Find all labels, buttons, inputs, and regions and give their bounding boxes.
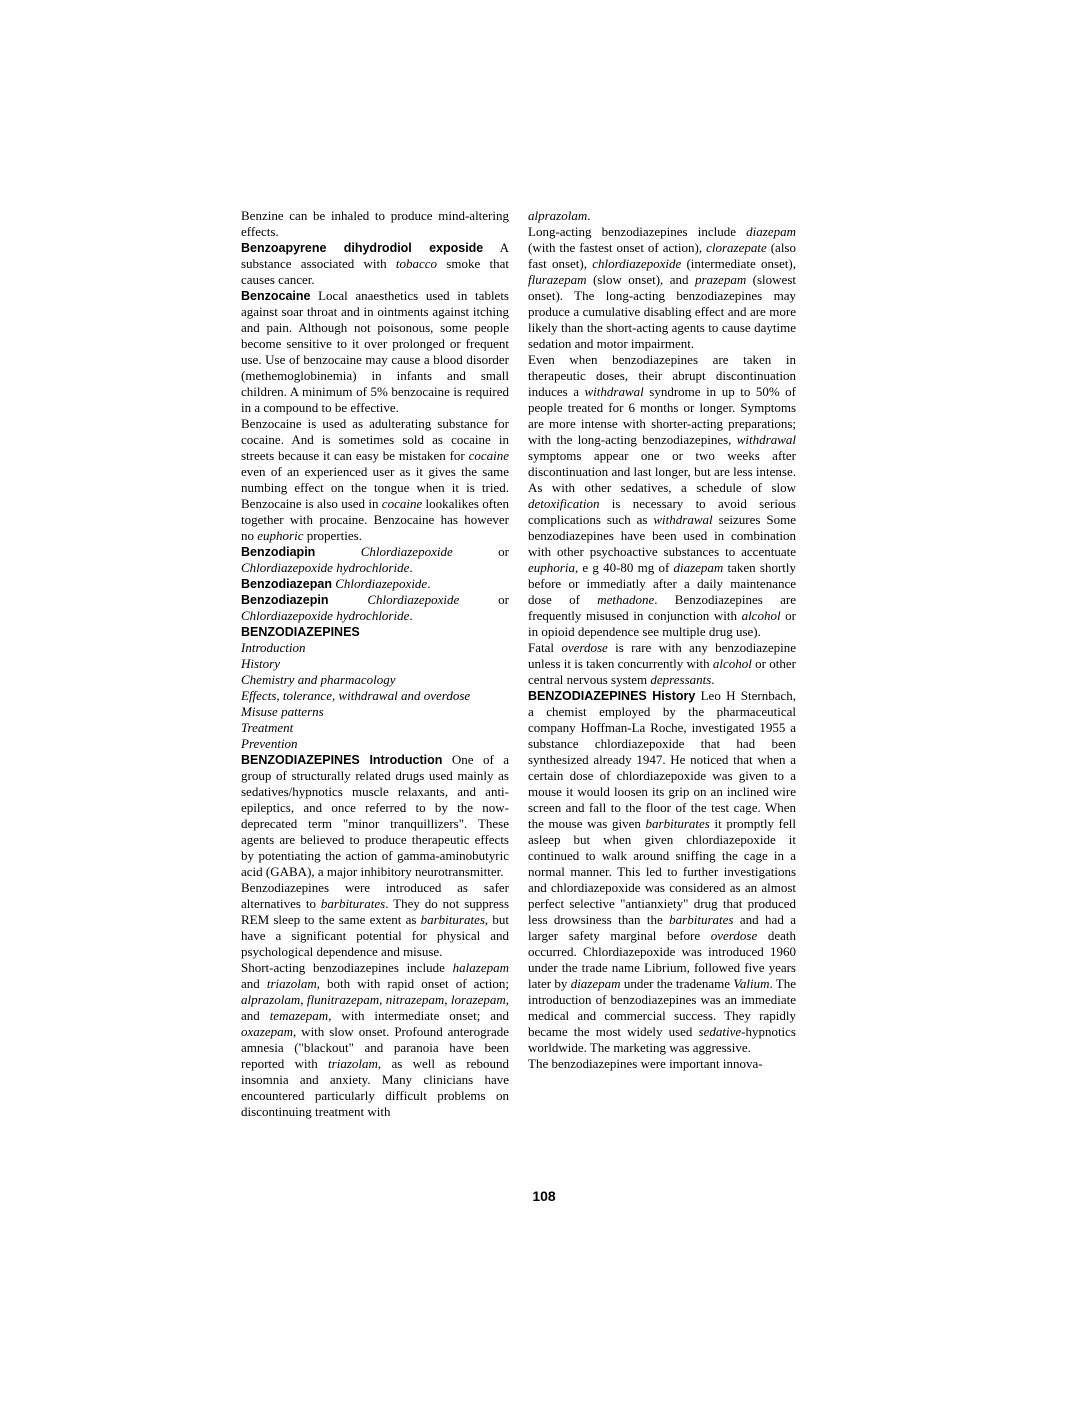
body-text: or in opioid dependence see multiple drug use).: [528, 608, 796, 639]
body-text: Even when benzodiazepines are taken in therapeutic doses, their abrupt discontinuation induces a: [528, 352, 796, 399]
italic-term: withdrawal: [584, 384, 644, 399]
body-text: seizures Some benzodiazepines have been used in combination with other psychoactive substances to accentuate: [528, 512, 796, 559]
italic-term: oxazepam: [241, 1024, 293, 1039]
body-text: (slow onset), and: [586, 272, 695, 287]
entry-headword: BENZODIAZEPINES Introduction: [241, 753, 443, 767]
body-text: Long-acting benzodiazepines include: [528, 224, 747, 239]
body-text: Benzine can be inhaled to produce mind-altering effects.: [241, 208, 509, 239]
italic-term: euphoric: [257, 528, 304, 543]
italic-term: Misuse patterns: [241, 704, 324, 719]
italic-term: flurazepam: [528, 272, 587, 287]
italic-term: History: [241, 656, 280, 671]
body-text: Benzodiazepines were introduced as safer alternatives to: [241, 880, 509, 911]
italic-term: nitrazepam: [385, 992, 445, 1007]
body-text: and: [241, 976, 267, 991]
body-text: , with slow onset. Profound anterograde amnesia ("blackout" and paranoia have been reported with: [241, 1024, 509, 1071]
italic-term: Chlordiazepoxide: [367, 592, 460, 607]
italic-term: Introduction: [241, 640, 306, 655]
italic-term: overdose: [710, 928, 758, 943]
paragraph: [241, 416, 509, 544]
body-text: , and: [241, 992, 510, 1023]
italic-term: overdose: [561, 640, 608, 655]
body-text: Fatal: [528, 640, 562, 655]
italic-term: detoxification: [528, 496, 600, 511]
body-text: or: [452, 544, 509, 559]
italic-term: lorazepam: [450, 992, 506, 1007]
entry-headword: BENZODIAZEPINES: [241, 625, 360, 639]
body-text: (with the fastest onset of action),: [528, 240, 707, 255]
italic-term: cocaine: [468, 448, 509, 463]
body-text: (also fast onset),: [528, 240, 796, 271]
body-text: .: [427, 576, 431, 591]
italic-term: temazepam: [269, 1008, 329, 1023]
italic-term: diazepam: [746, 224, 796, 239]
body-text: lookalikes often together with procaine. Benzocaine has however no: [241, 496, 510, 543]
body-text: , but have a significant potential for physical and psychological dependence and misuse.: [241, 912, 509, 959]
italic-term: withdrawal: [736, 432, 796, 447]
body-text: . The introduction of benzodiazepines was an immediate medical and commercial success. They rapidly became the most widely used: [528, 976, 796, 1039]
body-text: A substance associated with: [241, 240, 510, 271]
body-text: properties.: [303, 528, 362, 543]
italic-term: Valium: [733, 976, 770, 991]
italic-term: barbiturates: [420, 912, 485, 927]
paragraph: [241, 240, 509, 288]
paragraph: [241, 592, 509, 624]
body-text: , both with rapid onset of action;: [316, 976, 509, 991]
body-text: taken shortly before or immediatly after a daily maintenance dose of: [528, 560, 797, 607]
body-text: , as well as rebound insomnia and anxiety. Many clinicians have encountered particularly difficult problems on discontinuing treatment with: [241, 1056, 510, 1119]
italic-term: Chlordiazepoxide hydrochloride: [241, 608, 410, 623]
italic-term: alcohol: [741, 608, 781, 623]
body-text: , with intermediate onset; and: [328, 1008, 509, 1023]
body-text: even of an experienced user as it gives the same numbing effect on the tongue when it is tried. Benzocaine is also used in: [241, 464, 509, 511]
italic-term: triazolam: [328, 1056, 378, 1071]
body-text: or other central nervous system: [528, 656, 796, 687]
italic-term: alcohol: [712, 656, 752, 671]
italic-term: depressants: [650, 672, 712, 687]
paragraph: [528, 208, 796, 224]
italic-term: Prevention: [241, 736, 298, 751]
body-text: Local anaesthetics used in tablets against soar throat and in ointments against itching and pain. Although not poisonous, some people become sensitive to it over prolonged or frequent use. Use of benzocaine may cause a blood disorder (methemoglobinemia) in infants and small children. A minimum of 5% benzocaine is required in a compound to be effective.: [241, 288, 509, 415]
paragraph: [241, 288, 509, 416]
italic-term: diazepam: [570, 976, 621, 991]
paragraph: [241, 688, 509, 704]
paragraph: [241, 640, 509, 656]
italic-term: Chlordiazepoxide: [335, 576, 428, 591]
paragraph: [528, 1056, 796, 1072]
italic-term: clorazepate: [706, 240, 767, 255]
italic-term: barbiturates: [645, 816, 710, 831]
body-text: , e g 40-80 mg of: [574, 560, 674, 575]
italic-term: halazepam: [452, 960, 509, 975]
italic-term: diazepam: [673, 560, 724, 575]
italic-term: alprazolam: [528, 208, 588, 223]
body-text: Benzocaine is used as adulterating substance for cocaine. And is sometimes sold as cocaine in streets because it can easy be mistaken for: [241, 416, 509, 463]
body-text: . They do not suppress REM sleep to the same extent as: [241, 896, 509, 927]
body-text: . Benzodiazepines are frequently misused in conjunction with: [528, 592, 796, 623]
paragraph: [528, 688, 796, 1056]
body-text: .: [409, 560, 413, 575]
italic-term: flunitrazepam: [306, 992, 380, 1007]
body-text: .: [711, 672, 715, 687]
italic-term: Chlordiazepoxide hydrochloride: [241, 560, 410, 575]
entry-headword: BENZODIAZEPINES History: [528, 689, 696, 703]
body-text: or: [459, 592, 509, 607]
italic-term: tobacco: [395, 256, 438, 271]
italic-term: alprazolam: [241, 992, 301, 1007]
entry-headword: Benzodiazepan: [241, 577, 332, 591]
italic-term: Chlordiazepoxide: [360, 544, 453, 559]
italic-term: sedative: [698, 1024, 742, 1039]
italic-term: barbiturates: [669, 912, 734, 927]
paragraph: [241, 880, 509, 960]
body-text: .: [409, 608, 413, 623]
paragraph: [241, 544, 509, 576]
paragraph: [528, 352, 796, 640]
italic-term: prazepam: [694, 272, 747, 287]
body-text: The benzodiazepines were important innova-: [528, 1056, 763, 1071]
italic-term: Chemistry and pharmacology: [241, 672, 396, 687]
body-text: ,: [444, 992, 451, 1007]
body-text: ,: [300, 992, 307, 1007]
paragraph: [241, 656, 509, 672]
right-column: [528, 208, 796, 1072]
paragraph: [241, 576, 509, 592]
body-text: (intermediate onset),: [681, 256, 796, 271]
body-text: (slowest onset). The long-acting benzodiazepines may produce a cumulative disabling effect and are more likely than the short-acting agents to cause daytime sedation and motor impairment.: [528, 272, 796, 351]
paragraph: [241, 624, 509, 640]
paragraph: [241, 736, 509, 752]
body-text: Leo H Sternbach, a chemist employed by the pharmaceutical company Hoffman-La Roche, investigated 1955 a substance chlordiazepoxide that had been synthesized already 1947. He noticed that when a certain dose of chlordiazepoxide was given to a mouse it would loosen its grip on an inclined wire screen and fall to the floor of the test cage. When the mouse was given: [528, 688, 796, 831]
paragraph: [241, 720, 509, 736]
body-text: symptoms appear one or two weeks after discontinuation and last longer, but are less intense. As with other sedatives, a schedule of slow: [528, 448, 796, 495]
body-text: is necessary to avoid serious complications such as: [528, 496, 796, 527]
paragraph: [241, 752, 509, 880]
paragraph: [241, 704, 509, 720]
paragraph: [528, 640, 796, 688]
paragraph: [241, 960, 509, 1120]
body-text: is rare with any benzodiazepine unless it is taken concurrently with: [528, 640, 796, 671]
italic-term: methadone: [597, 592, 655, 607]
italic-term: chlordiazepoxide: [592, 256, 682, 271]
body-text: death occurred. Chlordiazepoxide was introduced 1960 under the trade name Librium, followed five years later by: [528, 928, 796, 991]
body-text: and had a larger safety marginal before: [528, 912, 796, 943]
italic-term: barbiturates: [320, 896, 386, 911]
page-number: 108: [532, 1188, 556, 1204]
body-text: smoke that causes cancer.: [241, 256, 509, 287]
italic-term: Effects, tolerance, withdrawal and overdose: [241, 688, 471, 703]
entry-headword: Benzocaine: [241, 289, 311, 303]
italic-term: withdrawal: [653, 512, 713, 527]
italic-term: cocaine: [381, 496, 423, 511]
body-text: -hypnotics worldwide. The marketing was aggressive.: [528, 1024, 796, 1055]
body-text: syndrome in up to 50% of people treated for 6 months or longer. Symptoms are more intense with shorter-acting preparations; with the long-acting benzodiazepines,: [528, 384, 796, 447]
body-text: One of a group of structurally related drugs used mainly as sedatives/hypnotics muscle relaxants, and anti-epileptics, and once referred to by the now-deprecated term "minor tranquillizers". These agents are believed to produce therapeutic effects by potentiating the action of gamma-aminobutyric acid (GABA), a major inhibitory neurotransmitter.: [241, 752, 509, 879]
body-text: [329, 592, 368, 607]
paragraph: [241, 672, 509, 688]
italic-term: euphoria: [528, 560, 575, 575]
paragraph: [241, 208, 509, 240]
body-text: it promptly fell asleep but when given chlordiazepoxide it continued to walk around sniffing the cage in a normal manner. This led to further investigations and chlordiazepoxide was considered as an almost perfect selective "antianxiety" drug that produced less drowsiness than the: [528, 816, 796, 927]
italic-term: Treatment: [241, 720, 294, 735]
left-column: [241, 208, 509, 1120]
body-text: [315, 544, 360, 559]
entry-headword: Benzoapyrene dihydrodiol exposide: [241, 241, 484, 255]
body-text: ,: [379, 992, 386, 1007]
entry-headword: Benzodiapin: [241, 545, 316, 559]
paragraph: [528, 224, 796, 352]
body-text: under the tradename: [620, 976, 734, 991]
italic-term: triazolam: [266, 976, 317, 991]
body-text: Short-acting benzodiazepines include: [241, 960, 453, 975]
entry-headword: Benzodiazepin: [241, 593, 329, 607]
body-text: .: [587, 208, 591, 223]
